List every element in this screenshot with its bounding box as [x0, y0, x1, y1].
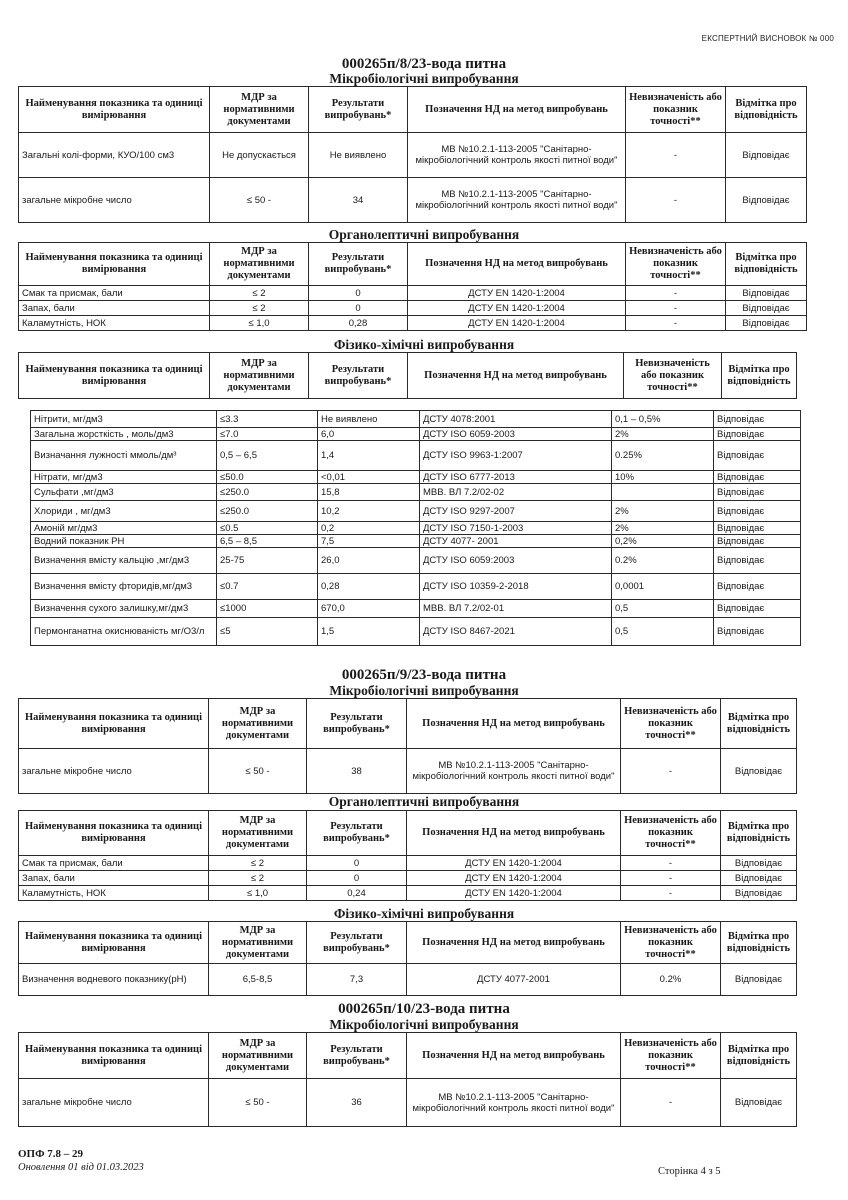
table-row	[31, 574, 801, 600]
microbio-table	[18, 1032, 797, 1127]
table-row	[19, 133, 807, 178]
cell-uncert: 0,2%	[612, 535, 714, 548]
cell-name: Запах, бали	[19, 301, 210, 316]
table-row	[31, 600, 801, 618]
cell-mark: Відповідає	[714, 618, 801, 646]
table-row	[19, 749, 797, 794]
cell-name: Визначення сухого залишку,мг/дм3	[31, 600, 217, 618]
cell-mdr: ≤ 50 -	[209, 749, 307, 794]
cell-method: ДСТУ 4077-2001	[407, 964, 621, 996]
col-mark-header: Відмітка про відповідність	[721, 922, 797, 964]
cell-mdr: 25-75	[217, 548, 318, 574]
table-row	[19, 964, 797, 996]
cell-method: ДСТУ 4078:2001	[420, 411, 612, 428]
table-row	[31, 535, 801, 548]
cell-mark: Відповідає	[726, 316, 807, 331]
cell-mark: Відповідає	[721, 856, 797, 871]
cell-mark: Відповідає	[714, 548, 801, 574]
table-row	[31, 548, 801, 574]
col-method-header: Позначення НД на метод випробувань	[407, 699, 621, 749]
col-result-header: Результати випробувань*	[307, 699, 407, 749]
cell-name: Визначення вмісту кальцію ,мг/дм3	[31, 548, 217, 574]
cell-mark: Відповідає	[726, 286, 807, 301]
cell-result: 0	[309, 301, 408, 316]
microbio-table	[18, 698, 797, 794]
cell-mdr: ≤ 2	[209, 856, 307, 871]
cell-name: Загальні колі-форми, КУО/100 см3	[19, 133, 210, 178]
cell-mdr: ≤250.0	[217, 484, 318, 501]
cell-mark: Відповідає	[721, 749, 797, 794]
table-row	[19, 286, 807, 301]
table-row	[19, 1079, 797, 1127]
cell-method: ДСТУ ISO 7150-1-2003	[420, 522, 612, 535]
cell-result: 36	[307, 1079, 407, 1127]
table-row	[19, 871, 797, 886]
microbio-title: Мікробіологічні випробування	[329, 71, 519, 86]
col-name-header: Найменування показника та одиниці вимірювання	[19, 353, 210, 399]
cell-result: 10,2	[318, 501, 420, 522]
cell-uncert: -	[626, 133, 726, 178]
cell-mark: Відповідає	[714, 574, 801, 600]
cell-result: 0	[307, 856, 407, 871]
cell-mdr: ≤ 1,0	[209, 886, 307, 901]
cell-name: Загальна жорсткість , моль/дм3	[31, 428, 217, 441]
cell-method: ДСТУ ISO 8467-2021	[420, 618, 612, 646]
cell-uncert: 2%	[612, 428, 714, 441]
col-method-header: Позначення НД на метод випробувань	[407, 811, 621, 856]
cell-mdr: ≤ 50 -	[209, 1079, 307, 1127]
col-mdr-header: МДР за нормативними документами	[210, 87, 309, 133]
cell-method: ДСТУ ISO 6059-2003	[420, 428, 612, 441]
cell-mdr: ≤250.0	[217, 501, 318, 522]
col-mark-header: Відмітка про відповідність	[721, 1033, 797, 1079]
cell-name: Запах, бали	[19, 871, 209, 886]
cell-name: загальне мікробне число	[19, 178, 210, 223]
cell-name: загальне мікробне число	[19, 749, 209, 794]
cell-method: ДСТУ EN 1420-1:2004	[407, 871, 621, 886]
col-uncert-header: Невизначеність або показник точності**	[626, 243, 726, 286]
sample-title: 000265п/9/23-вода питна	[341, 667, 507, 683]
col-result-header: Результати випробувань*	[307, 1033, 407, 1079]
cell-name: Хлориди , мг/дм3	[31, 501, 217, 522]
cell-uncert: -	[626, 286, 726, 301]
cell-mark: Відповідає	[726, 178, 807, 223]
col-result-header: Результати випробувань*	[307, 922, 407, 964]
col-method-header: Позначення НД на метод випробувань	[407, 1033, 621, 1079]
cell-method: ДСТУ EN 1420-1:2004	[408, 286, 626, 301]
cell-result: 0	[307, 871, 407, 886]
cell-method: ДСТУ ISO 6059:2003	[420, 548, 612, 574]
col-name-header: Найменування показника та одиниці вимірювання	[19, 243, 210, 286]
sample-title: 000265п/10/23-вода питна	[338, 1001, 510, 1017]
table-row	[31, 522, 801, 535]
cell-name: Визначення вмісту фторидів,мг/дм3	[31, 574, 217, 600]
cell-result: <0,01	[318, 471, 420, 484]
cell-result: 6,0	[318, 428, 420, 441]
col-result-header: Результати випробувань*	[309, 243, 408, 286]
cell-mdr: 0,5 – 6,5	[217, 441, 318, 471]
cell-result: 0,2	[318, 522, 420, 535]
col-mdr-header: МДР за нормативними документами	[209, 1033, 307, 1079]
cell-mark: Відповідає	[714, 471, 801, 484]
table-row	[19, 301, 807, 316]
table-row	[31, 484, 801, 501]
organoleptic-title: Органолептичні випробування	[328, 794, 520, 809]
page-number: Сторінка 4 з 5	[658, 1166, 721, 1177]
cell-name: Каламутність, НОК	[19, 886, 209, 901]
cell-method: ДСТУ EN 1420-1:2004	[408, 316, 626, 331]
organoleptic-table	[18, 242, 807, 331]
cell-mdr: 6,5-8,5	[209, 964, 307, 996]
col-uncert-header: Невизначеність або показник точності**	[621, 699, 721, 749]
cell-method: ДСТУ 4077- 2001	[420, 535, 612, 548]
cell-uncert: 2%	[612, 501, 714, 522]
cell-name: загальне мікробне число	[19, 1079, 209, 1127]
table-row	[19, 856, 797, 871]
microbio-table	[18, 86, 807, 223]
col-mark-header: Відмітка про відповідність	[726, 87, 807, 133]
table-row	[31, 501, 801, 522]
col-result-header: Результати випробувань*	[309, 353, 408, 399]
col-method-header: Позначення НД на метод випробувань	[408, 353, 624, 399]
cell-uncert: -	[626, 316, 726, 331]
col-name-header: Найменування показника та одиниці вимірювання	[19, 811, 209, 856]
update-note: Оновлення 01 від 01.03.2023	[18, 1162, 144, 1173]
physchem-table	[30, 410, 801, 646]
cell-uncert: -	[621, 1079, 721, 1127]
cell-method: ДСТУ EN 1420-1:2004	[407, 856, 621, 871]
cell-uncert: 0.25%	[612, 441, 714, 471]
col-uncert-header: Невизначеність або показник точності**	[621, 922, 721, 964]
col-uncert-header: Невизначеність або показник точності**	[624, 353, 722, 399]
cell-result: 1,5	[318, 618, 420, 646]
cell-mark: Відповідає	[714, 535, 801, 548]
col-name-header: Найменування показника та одиниці вимірювання	[19, 922, 209, 964]
cell-name: Каламутність, НОК	[19, 316, 210, 331]
cell-result: 15,8	[318, 484, 420, 501]
table-row	[19, 886, 797, 901]
form-code: ОПФ 7.8 – 29	[18, 1148, 84, 1160]
col-method-header: Позначення НД на метод випробувань	[408, 87, 626, 133]
cell-mdr: ≤ 2	[210, 286, 309, 301]
cell-name: Сульфати ,мг/дм3	[31, 484, 217, 501]
cell-name: Смак та присмак, бали	[19, 856, 209, 871]
cell-uncert: 0,5	[612, 600, 714, 618]
cell-name: Смак та присмак, бали	[19, 286, 210, 301]
table-row	[19, 316, 807, 331]
cell-method: ДСТУ ISO 9963-1:2007	[420, 441, 612, 471]
cell-result: 670,0	[318, 600, 420, 618]
cell-mark: Відповідає	[714, 441, 801, 471]
cell-result: 0,28	[309, 316, 408, 331]
col-method-header: Позначення НД на метод випробувань	[408, 243, 626, 286]
cell-name: Водний показник РН	[31, 535, 217, 548]
physchem-title: Фізико-хімічні випробування	[333, 906, 515, 921]
cell-name: Визначання лужності ммоль/дм³	[31, 441, 217, 471]
col-name-header: Найменування показника та одиниці вимірювання	[19, 699, 209, 749]
physchem-header-table	[18, 352, 797, 399]
cell-mark: Відповідає	[714, 428, 801, 441]
cell-uncert: -	[626, 301, 726, 316]
cell-uncert: 0,1 – 0,5%	[612, 411, 714, 428]
cell-name: Амоній мг/дм3	[31, 522, 217, 535]
cell-mdr: Не допускається	[210, 133, 309, 178]
cell-mdr: ≤ 2	[210, 301, 309, 316]
cell-uncert: 0,5	[612, 618, 714, 646]
cell-result: 7,5	[318, 535, 420, 548]
cell-result: 38	[307, 749, 407, 794]
cell-uncert: -	[621, 871, 721, 886]
microbio-title: Мікробіологічні випробування	[329, 1017, 519, 1032]
cell-uncert	[612, 484, 714, 501]
cell-method: ДСТУ ISO 10359-2-2018	[420, 574, 612, 600]
cell-mdr: ≤3.3	[217, 411, 318, 428]
cell-mark: Відповідає	[714, 501, 801, 522]
cell-name: Нітрити, мг/дм3	[31, 411, 217, 428]
cell-mark: Відповідає	[721, 871, 797, 886]
cell-mark: Відповідає	[714, 522, 801, 535]
cell-method: ДСТУ ISO 6777-2013	[420, 471, 612, 484]
cell-result: 7,3	[307, 964, 407, 996]
cell-uncert: -	[626, 178, 726, 223]
col-mark-header: Відмітка про відповідність	[721, 699, 797, 749]
organoleptic-table	[18, 810, 797, 901]
cell-name: Пермонганатна окиснюваність мг/О3/л	[31, 618, 217, 646]
table-row	[31, 411, 801, 428]
table-row	[31, 441, 801, 471]
cell-result: 0,28	[318, 574, 420, 600]
col-result-header: Результати випробувань*	[309, 87, 408, 133]
cell-method: МВ №10.2.1-113-2005 "Санітарно-мікробіологічний контроль якості питної води"	[407, 1079, 621, 1127]
cell-uncert: 0.2%	[621, 964, 721, 996]
cell-uncert: 0,0001	[612, 574, 714, 600]
cell-result: 1,4	[318, 441, 420, 471]
document-header: ЕКСПЕРТНИЙ ВИСНОВОК № 000	[701, 34, 834, 43]
cell-mark: Відповідає	[714, 411, 801, 428]
table-row	[31, 471, 801, 484]
table-row	[31, 428, 801, 441]
col-mdr-header: МДР за нормативними документами	[209, 699, 307, 749]
cell-method: ДСТУ EN 1420-1:2004	[407, 886, 621, 901]
cell-mark: Відповідає	[721, 886, 797, 901]
organoleptic-title: Органолептичні випробування	[328, 227, 520, 242]
cell-mark: Відповідає	[721, 1079, 797, 1127]
col-name-header: Найменування показника та одиниці вимірювання	[19, 87, 210, 133]
table-row	[19, 178, 807, 223]
cell-result: Не виявлено	[309, 133, 408, 178]
cell-result: 26,0	[318, 548, 420, 574]
col-result-header: Результати випробувань*	[307, 811, 407, 856]
col-uncert-header: Невизначеність або показник точності**	[626, 87, 726, 133]
cell-mdr: ≤ 2	[209, 871, 307, 886]
col-name-header: Найменування показника та одиниці вимірювання	[19, 1033, 209, 1079]
col-mdr-header: МДР за нормативними документами	[209, 811, 307, 856]
col-uncert-header: Невизначеність або показник точності**	[621, 1033, 721, 1079]
col-mark-header: Відмітка про відповідність	[726, 243, 807, 286]
cell-mark: Відповідає	[714, 484, 801, 501]
cell-mark: Відповідає	[721, 964, 797, 996]
cell-result: 34	[309, 178, 408, 223]
cell-uncert: 0.2%	[612, 548, 714, 574]
table-row	[31, 618, 801, 646]
col-mark-header: Відмітка про відповідність	[721, 811, 797, 856]
cell-result: Не виявлено	[318, 411, 420, 428]
col-mark-header: Відмітка про відповідність	[722, 353, 797, 399]
cell-result: 0,24	[307, 886, 407, 901]
col-uncert-header: Невизначеність або показник точності**	[621, 811, 721, 856]
col-mdr-header: МДР за нормативними документами	[209, 922, 307, 964]
sample-title: 000265п/8/23-вода питна	[341, 56, 507, 72]
cell-name: Нітрати, мг/дм3	[31, 471, 217, 484]
cell-mdr: ≤0.5	[217, 522, 318, 535]
cell-method: ДСТУ EN 1420-1:2004	[408, 301, 626, 316]
cell-uncert: -	[621, 856, 721, 871]
cell-mdr: ≤ 1,0	[210, 316, 309, 331]
cell-uncert: 2%	[612, 522, 714, 535]
physchem-title: Фізико-хімічні випробування	[333, 337, 515, 352]
col-mdr-header: МДР за нормативними документами	[210, 353, 309, 399]
col-method-header: Позначення НД на метод випробувань	[407, 922, 621, 964]
cell-uncert: -	[621, 886, 721, 901]
cell-method: МВВ. ВЛ 7.2/02-01	[420, 600, 612, 618]
cell-method: МВ №10.2.1-113-2005 "Санітарно-мікробіологічний контроль якості питної води"	[408, 178, 626, 223]
microbio-title: Мікробіологічні випробування	[329, 683, 519, 698]
cell-uncert: 10%	[612, 471, 714, 484]
cell-mark: Відповідає	[726, 133, 807, 178]
cell-mdr: ≤50.0	[217, 471, 318, 484]
cell-method: МВ №10.2.1-113-2005 "Санітарно-мікробіологічний контроль якості питної води"	[408, 133, 626, 178]
cell-mdr: ≤ 50 -	[210, 178, 309, 223]
cell-mdr: ≤5	[217, 618, 318, 646]
cell-mark: Відповідає	[714, 600, 801, 618]
cell-name: Визначення водневого показнику(pH)	[19, 964, 209, 996]
cell-mdr: ≤7.0	[217, 428, 318, 441]
cell-method: МВВ. ВЛ 7.2/02-02	[420, 484, 612, 501]
cell-mdr: ≤1000	[217, 600, 318, 618]
physchem-table	[18, 921, 797, 996]
cell-method: МВ №10.2.1-113-2005 "Санітарно-мікробіологічний контроль якості питної води"	[407, 749, 621, 794]
cell-mdr: ≤0.7	[217, 574, 318, 600]
cell-result: 0	[309, 286, 408, 301]
cell-method: ДСТУ ISO 9297-2007	[420, 501, 612, 522]
cell-mdr: 6,5 – 8,5	[217, 535, 318, 548]
cell-mark: Відповідає	[726, 301, 807, 316]
cell-uncert: -	[621, 749, 721, 794]
col-mdr-header: МДР за нормативними документами	[210, 243, 309, 286]
